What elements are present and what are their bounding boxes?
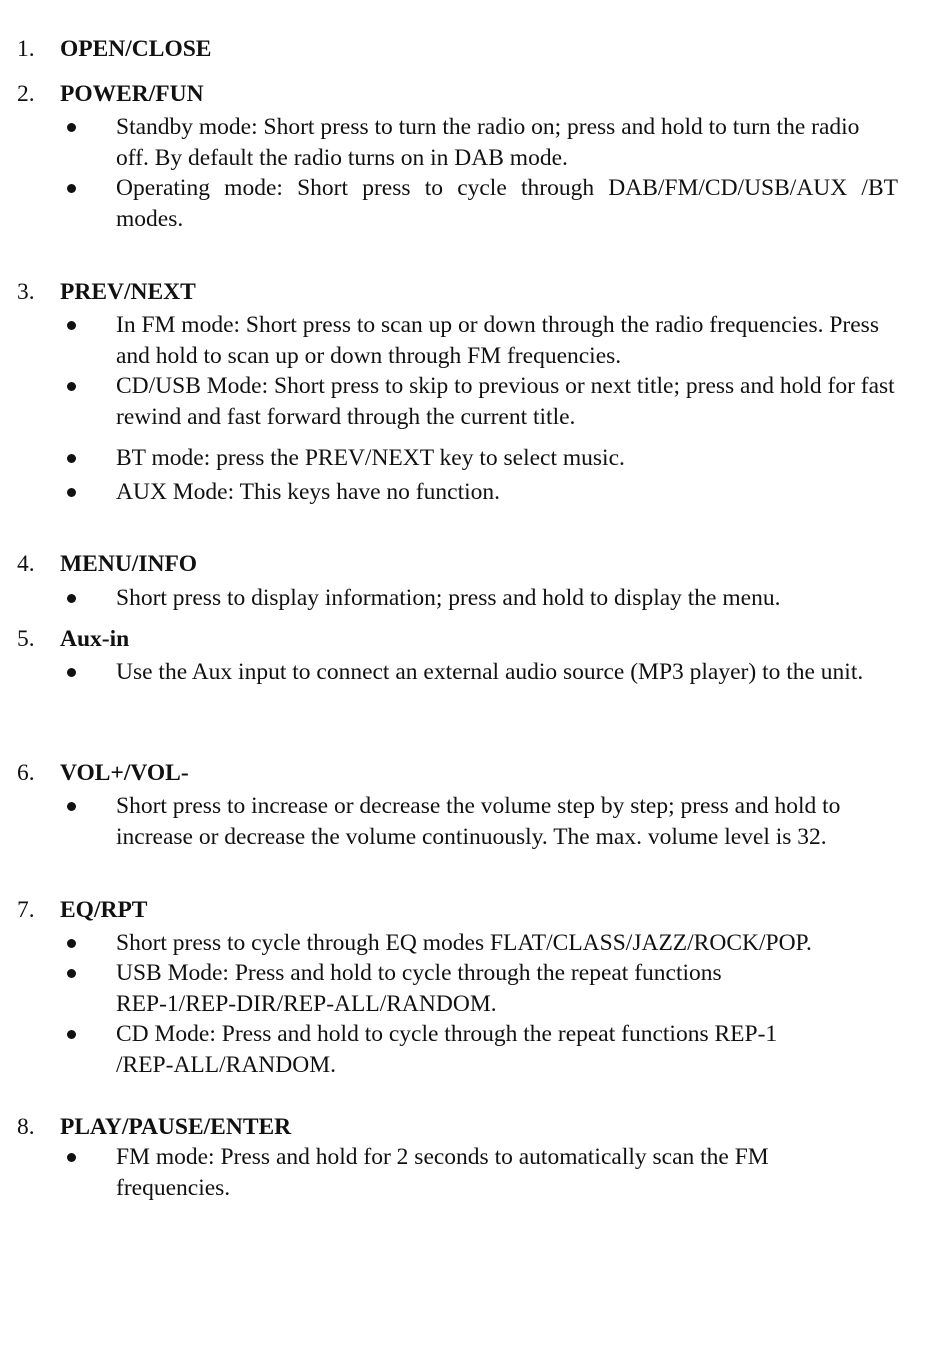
section-number: 6.: [17, 760, 35, 786]
bullet-icon: [67, 488, 76, 497]
bullet-icon: [67, 969, 76, 978]
section-title: PLAY/PAUSE/ENTER: [60, 1114, 292, 1140]
list-item-text: Use the Aux input to connect an external audio source (MP3 player) to the unit.: [116, 659, 864, 685]
section-number: 3.: [17, 279, 35, 305]
list-item-text: Short press to increase or decrease the volume step by step; press and hold to increase or decrease the volume continuously. The max. volume level is 32.: [116, 793, 841, 850]
list-item-text: Short press to cycle through EQ modes FLAT/CLASS/JAZZ/ROCK/POP.: [116, 930, 812, 956]
bullet-icon: [67, 1153, 76, 1162]
section-title: MENU/INFO: [60, 551, 198, 577]
section-number: 4.: [17, 551, 35, 577]
list-item-text: In FM mode: Short press to scan up or down through the radio frequencies. Press and hold to scan up or down through FM frequencies.: [116, 312, 879, 369]
section-number: 5.: [17, 626, 35, 652]
list-item-text: AUX Mode: This keys have no function.: [116, 479, 500, 505]
list-item-text: FM mode: Press and hold for 2 seconds to automatically scan the FM frequencies.: [116, 1144, 769, 1201]
section-title: PREV/NEXT: [60, 279, 196, 305]
list-item-text: Standby mode: Short press to turn the radio on; press and hold to turn the radio off. By default the radio turns on in DAB mode.: [116, 114, 860, 171]
bullet-icon: [67, 382, 76, 391]
bullet-icon: [67, 321, 76, 330]
bullet-icon: [67, 1030, 76, 1039]
bullet-icon: [67, 802, 76, 811]
bullet-icon: [67, 184, 76, 193]
section-number: 7.: [17, 897, 35, 923]
section-number: 8.: [17, 1114, 35, 1140]
list-item-text: Short press to display information; press and hold to display the menu.: [116, 585, 781, 611]
section-title: OPEN/CLOSE: [60, 36, 212, 62]
list-item-text: BT mode: press the PREV/NEXT key to select music.: [116, 445, 625, 471]
list-item-text: CD/USB Mode: Short press to skip to previous or next title; press and hold for fast rewind and fast forward through the current title.: [116, 373, 895, 430]
section-number: 1.: [17, 36, 35, 62]
list-item-text: Operating mode: Short press to cycle through DAB/FM/CD/USB/AUX /BT modes.: [116, 175, 898, 232]
list-item-text: CD Mode: Press and hold to cycle through the repeat functions REP-1 /REP-ALL/RANDOM.: [116, 1021, 778, 1078]
section-title: EQ/RPT: [60, 897, 148, 923]
section-title: Aux-in: [60, 626, 130, 652]
bullet-icon: [67, 668, 76, 677]
section-title: POWER/FUN: [60, 81, 204, 107]
bullet-icon: [67, 594, 76, 603]
bullet-icon: [67, 939, 76, 948]
bullet-icon: [67, 454, 76, 463]
section-title: VOL+/VOL-: [60, 760, 189, 786]
section-number: 2.: [17, 81, 35, 107]
bullet-icon: [67, 123, 76, 132]
list-item-text: USB Mode: Press and hold to cycle through the repeat functions REP-1/REP-DIR/REP-ALL/RANDOM.: [116, 960, 722, 1017]
